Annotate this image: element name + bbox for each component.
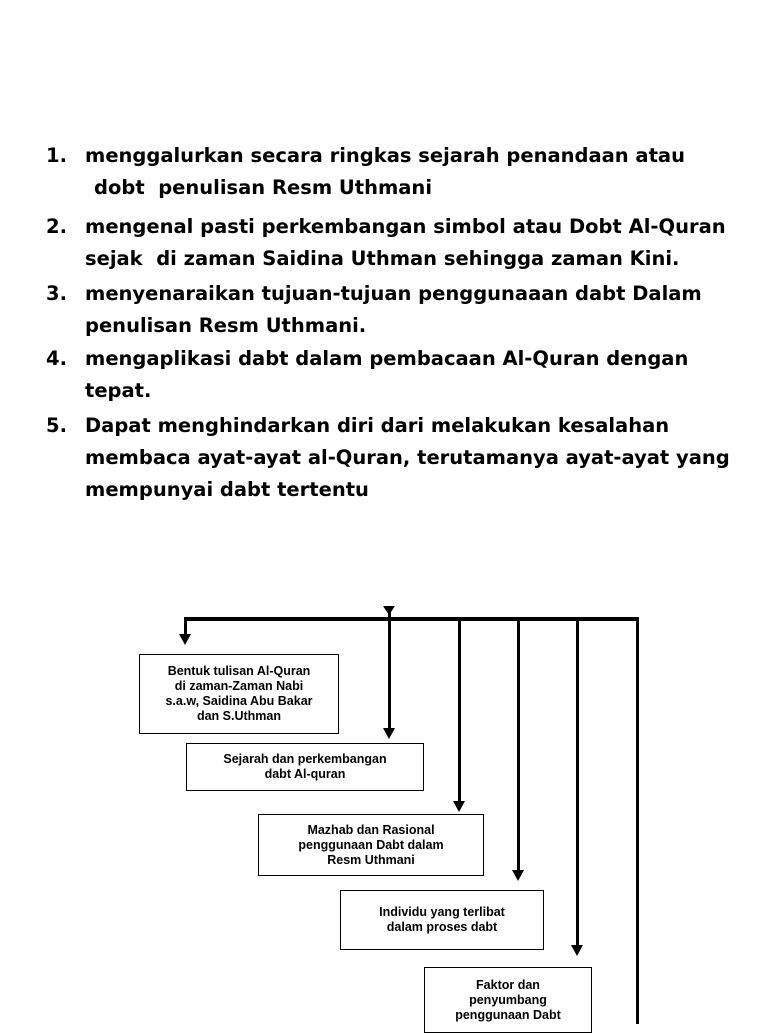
- objective-text: [85, 278, 745, 342]
- arrowhead-3-icon: [453, 801, 465, 812]
- objective-line: menyenaraikan tujuan-tujuan penggunaaan dabt Dalam: [85, 282, 702, 305]
- branch-line-2: [388, 617, 391, 730]
- objective-line: dobt penulisan Resm Uthmani: [94, 176, 433, 199]
- box-line: Resm Uthmani: [327, 852, 415, 867]
- objective-line: Dapat menghindarkan diri dari melakukan kesalahan: [85, 414, 670, 437]
- branch-line-3: [458, 617, 461, 803]
- objective-number: 2.: [46, 215, 67, 238]
- arrowhead-2-icon: [383, 728, 395, 739]
- objective-line: sejak di zaman Saidina Uthman sehingga zaman Kini.: [85, 247, 680, 270]
- diagram-box-1: [139, 654, 339, 734]
- box-line: dan S.Uthman: [196, 709, 282, 723]
- objective-text: [85, 410, 745, 506]
- diagram-box-2: [186, 743, 424, 791]
- objective-number: 5.: [46, 414, 67, 437]
- arrowhead-5-icon: [571, 945, 583, 956]
- objective-text: [85, 211, 745, 275]
- objective-line: penulisan Resm Uthmani.: [85, 314, 367, 337]
- branch-line-4: [517, 617, 520, 872]
- objective-line: tepat.: [85, 379, 152, 402]
- diagram-box-4: [340, 890, 544, 950]
- box-line: dalam proses dabt: [386, 920, 498, 934]
- objective-number: 1.: [46, 144, 67, 167]
- objective-line: mempunyai dabt tertentu: [85, 478, 369, 501]
- box-line: s.a.w, Saidina Abu Bakar: [165, 694, 313, 708]
- objective-line: mengaplikasi dabt dalam pembacaan Al-Quran dengan: [85, 347, 689, 370]
- diagram-box-3: [258, 814, 484, 876]
- flow-diagram: [0, 600, 768, 1024]
- box-line: Mazhab dan Rasional: [307, 822, 435, 837]
- box-line: penyumbang: [469, 992, 547, 1007]
- objective-text: [85, 140, 745, 204]
- branch-line-6: [636, 617, 639, 1024]
- arrowhead-1-icon: [179, 634, 191, 645]
- box-line: dabt Al-quran: [264, 767, 346, 781]
- box-line: di zaman-Zaman Nabi: [174, 679, 304, 693]
- objective-text: [85, 343, 745, 407]
- objective-line: mengenal pasti perkembangan simbol atau Dobt Al-Quran: [85, 215, 726, 238]
- box-line: Individu yang terlibat: [379, 905, 505, 919]
- objective-number: 4.: [46, 347, 67, 370]
- box-line: penggunaan Dabt dalam: [298, 837, 444, 852]
- top-arrowhead-icon: [383, 606, 395, 615]
- arrowhead-4-icon: [512, 870, 524, 881]
- box-line: Bentuk tulisan Al-Quran: [167, 664, 311, 678]
- box-line: Faktor dan: [476, 977, 540, 992]
- objective-line: menggalurkan secara ringkas sejarah penandaan atau: [85, 144, 685, 167]
- objective-number: 3.: [46, 282, 67, 305]
- box-line: Sejarah dan perkembangan: [223, 752, 387, 766]
- branch-line-5: [576, 617, 579, 947]
- diagram-box-5: [424, 967, 592, 1033]
- box-line: penggunaan Dabt: [455, 1007, 561, 1022]
- objective-line: membaca ayat-ayat al-Quran, terutamanya ayat-ayat yang: [85, 446, 730, 469]
- horizontal-connector-line: [185, 617, 639, 621]
